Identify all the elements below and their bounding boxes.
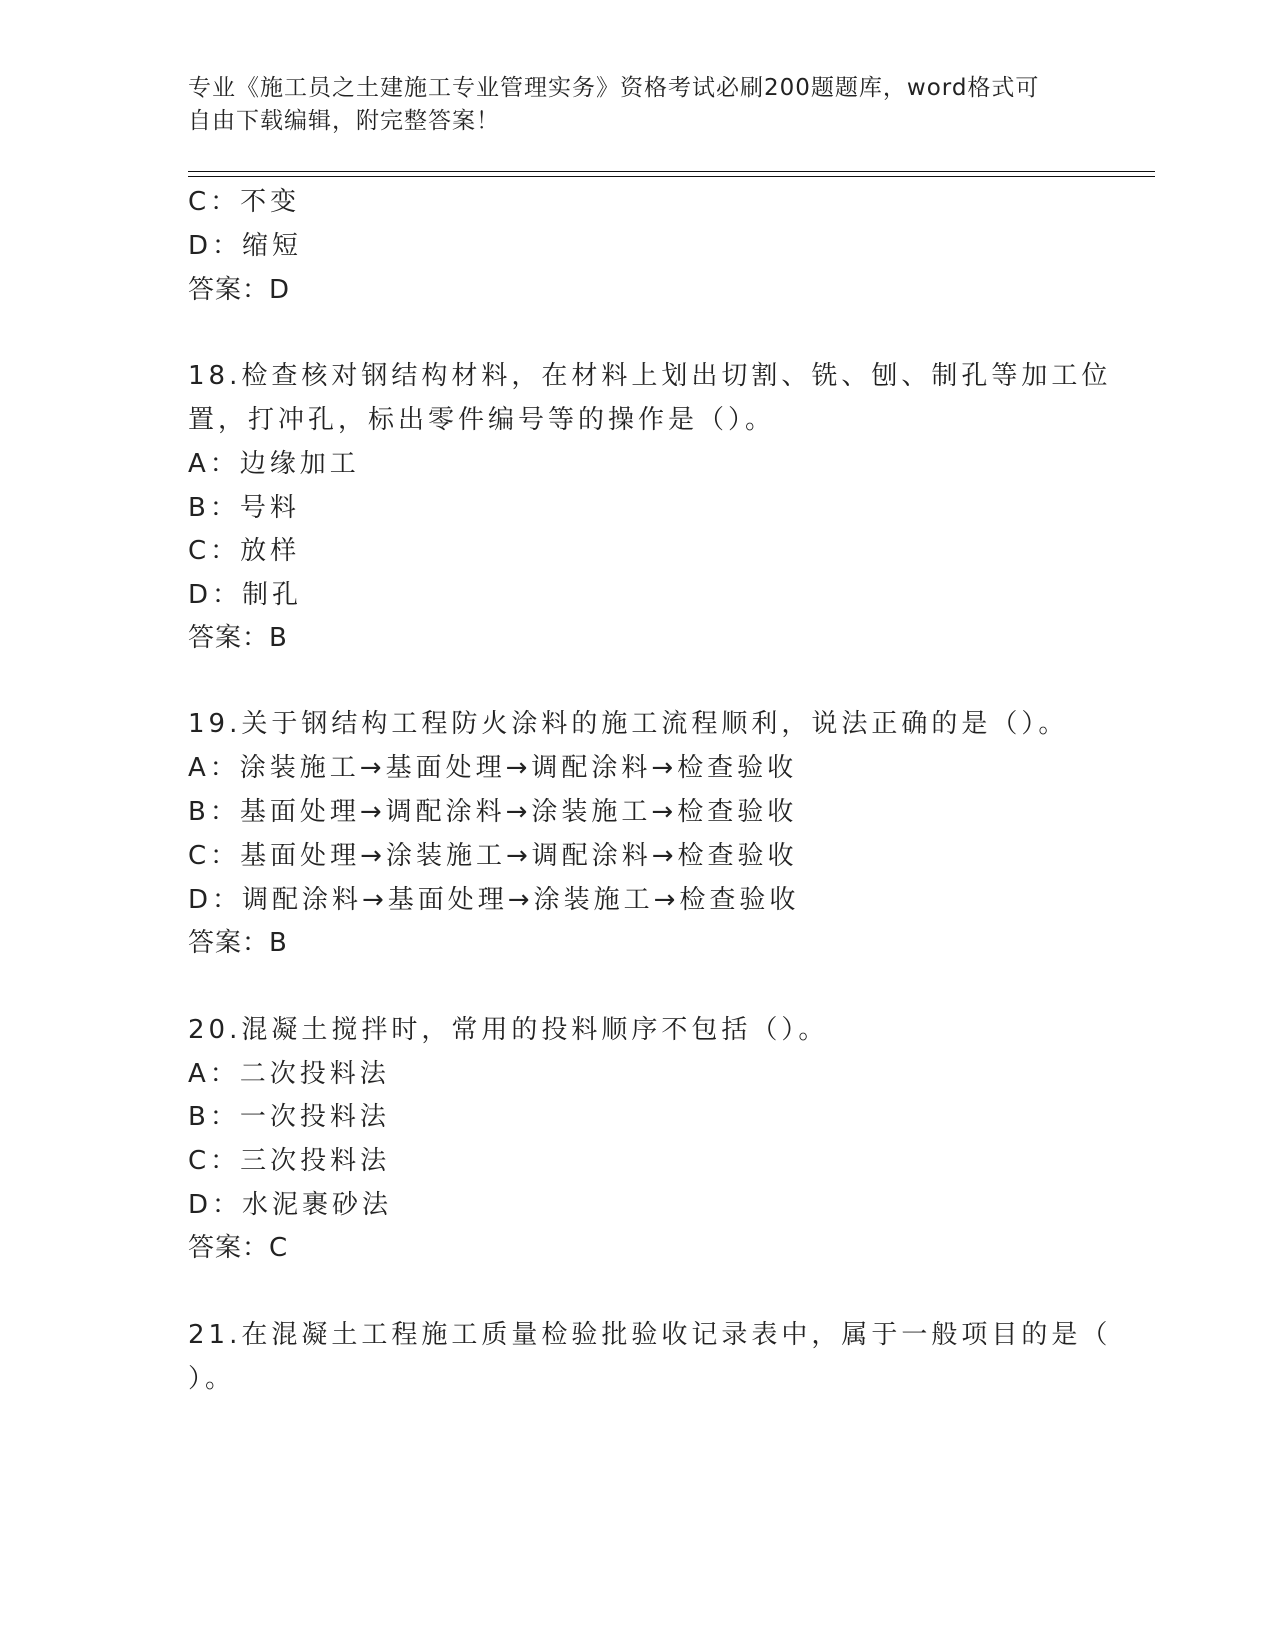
- q19-option-d: D：调配涂料→基面处理→涂装施工→检查验收: [188, 885, 800, 915]
- document-header: [188, 72, 1088, 138]
- q20-option-b: B：一次投料法: [188, 1102, 390, 1132]
- header-title-line-1: 专业《施工员之土建施工专业管理实务》资格考试必刷200题题库，word格式可: [188, 75, 1040, 101]
- q18-answer: 答案：B: [188, 623, 288, 653]
- q18-stem-line-1: 18.检查核对钢结构材料，在材料上划出切割、铣、刨、制孔等加工位: [188, 361, 1112, 391]
- q17-option-c: C：不变: [188, 187, 301, 217]
- q19-option-a: A：涂装施工→基面处理→调配涂料→检查验收: [188, 753, 798, 783]
- q18-option-a: A：边缘加工: [188, 449, 360, 479]
- q18-option-d: D：制孔: [188, 580, 303, 610]
- q20-stem-line-1: 20.混凝土搅拌时，常用的投料顺序不包括（）。: [188, 1015, 829, 1045]
- header-rule-bottom: [188, 176, 1155, 177]
- q19-option-c: C：基面处理→涂装施工→调配涂料→检查验收: [188, 841, 798, 871]
- q19-stem-line-1: 19.关于钢结构工程防火涂料的施工流程顺利，说法正确的是（）。: [188, 709, 1069, 739]
- q19-answer: 答案：B: [188, 928, 288, 958]
- q20-option-c: C：三次投料法: [188, 1146, 391, 1176]
- q19-option-b: B：基面处理→调配涂料→涂装施工→检查验收: [188, 797, 798, 827]
- q17-answer: 答案：D: [188, 275, 291, 305]
- q20-answer: 答案：C: [188, 1233, 289, 1263]
- q20-option-d: D：水泥裹砂法: [188, 1190, 393, 1220]
- q18-option-b: B：号料: [188, 493, 300, 523]
- header-title-line-2: 自由下载编辑，附完整答案！: [188, 108, 500, 134]
- header-rule-top: [188, 171, 1155, 172]
- q18-stem-line-2: 置，打冲孔，标出零件编号等的操作是（）。: [188, 405, 776, 435]
- q18-option-c: C：放样: [188, 536, 301, 566]
- q21-stem-line-1: 21.在混凝土工程施工质量检验批验收记录表中，属于一般项目的是（: [188, 1320, 1112, 1350]
- q17-option-d: D：缩短: [188, 231, 303, 261]
- q20-option-a: A：二次投料法: [188, 1059, 390, 1089]
- q21-stem-line-2: ）。: [188, 1364, 236, 1394]
